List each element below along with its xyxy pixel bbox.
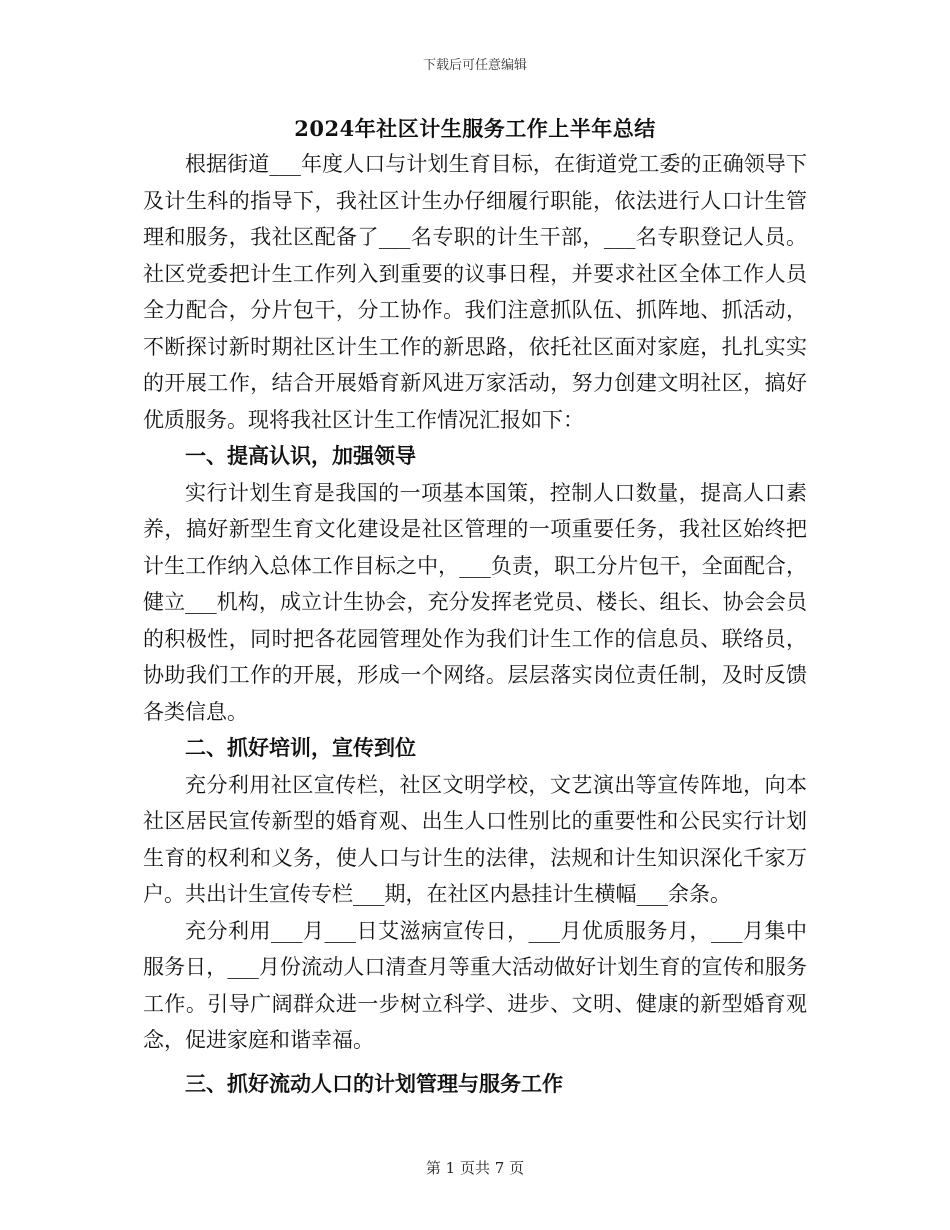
section-2-paragraph-1: 充分利用社区宣传栏，社区文明学校，文艺演出等宣传阵地，向本社区居民宣传新型的婚育观、出生人口性别比的重要性和公民实行计划生育的权利和义务，使人口与计生的法律，法规和计生知识深化千家万户。共出计生宣传专栏___期，在社区内悬挂计生横幅___余条。 <box>143 772 807 906</box>
section-heading-3: 三、抓好流动人口的计划管理与服务工作 <box>185 1070 563 1096</box>
section-heading-2: 二、抓好培训，宣传到位 <box>185 735 416 760</box>
page-footer-number: 第 1 页共 7 页 <box>425 1159 525 1177</box>
page-header-note: 下载后可任意编辑 <box>422 58 527 73</box>
intro-paragraph: 根据街道___年度人口与计划生育目标，在街道党工委的正确领导下及计生科的指导下，我社区计生办仔细履行职能，依法进行人口计生管理和服务，我社区配备了___名专职的计生干部，___名专职登记人员。社区党委把计生工作列入到重要的议事日程，并要求社区全体工作人员全力配合，分片包干，分工协作。我们注意抓队伍、抓阵地、抓活动，不断探讨新时期社区计生工作的新思路，依托社区面对家庭，扎扎实实的开展工作，结合开展婚育新风进万家活动，努力创建文明社区，搞好优质服务。现将我社区计生工作情况汇报如下： <box>143 152 807 432</box>
section-2-paragraph-2: 充分利用___月___日艾滋病宣传日，___月优质服务月，___月集中服务日，___月份流动人口清查月等重大活动做好计划生育的宣传和服务工作。引导广阔群众进一步树立科学、进步、文明、健康的新型婚育观念，促进家庭和谐幸福。 <box>143 918 807 1052</box>
document-title: 2024年社区计生服务工作上半年总结 <box>294 116 656 141</box>
document-body <box>143 146 807 1102</box>
section-1-paragraph: 实行计划生育是我国的一项基本国策，控制人口数量，提高人口素养，搞好新型生育文化建设是社区管理的一项重要任务，我社区始终把计生工作纳入总体工作目标之中，___负责，职工分片包干，全面配合，健立___机构，成立计生协会，充分发挥老党员、楼长、组长、协会会员的积极性，同时把各花园管理处作为我们计生工作的信息员、联络员，协助我们工作的开展，形成一个网络。层层落实岗位责任制，及时反馈各类信息。 <box>143 480 807 724</box>
section-heading-1: 一、提高认识，加强领导 <box>185 443 416 468</box>
